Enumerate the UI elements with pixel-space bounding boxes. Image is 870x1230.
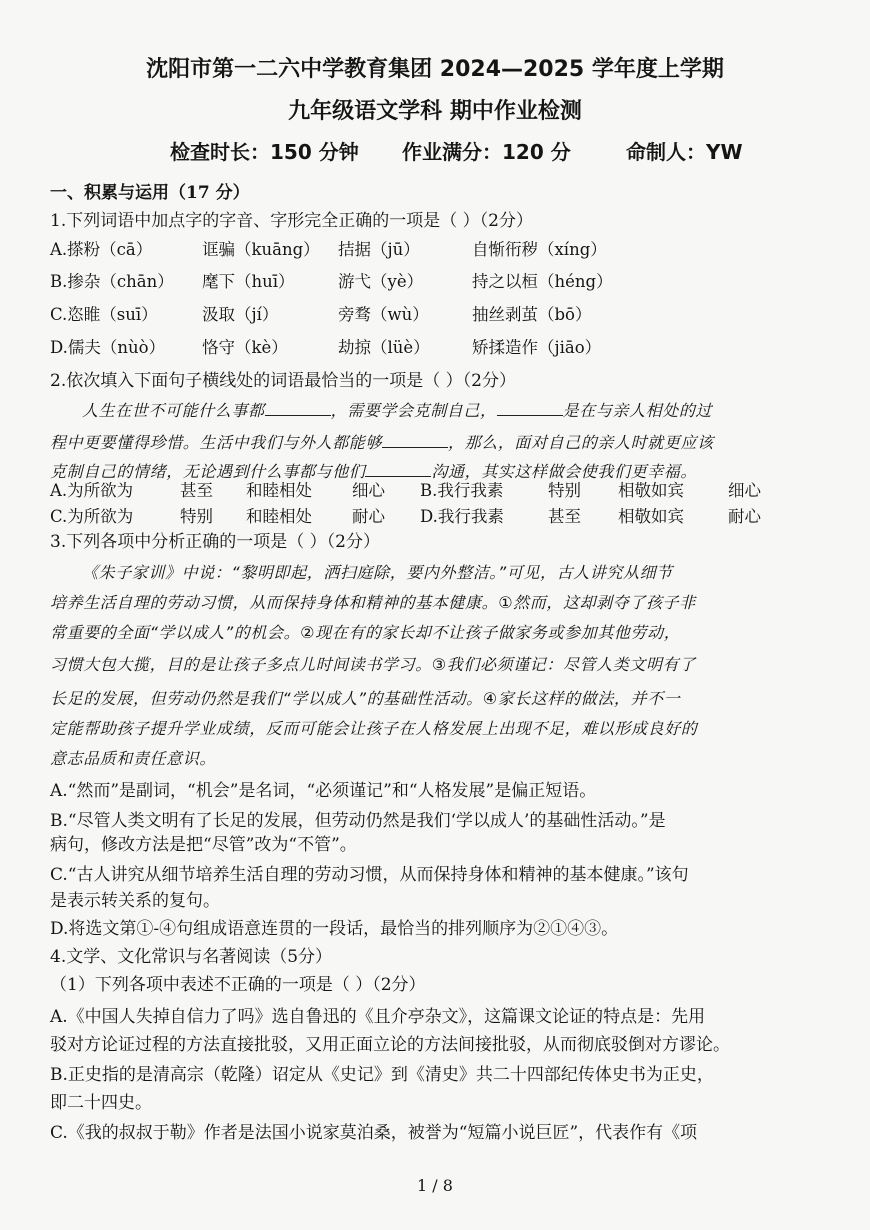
q1-option: A.搽粉（cā） (50, 240, 153, 259)
q4-option: 驳对方论证过程的方法直接批驳，又用正面立论的方法间接批驳，从而彻底驳倒对方谬论。 (50, 1035, 730, 1055)
q1-option: 游弋（yè） (338, 272, 424, 291)
q3-passage-line: 意志品质和责任意识。 (50, 749, 217, 768)
q2-option: 特别 (180, 507, 213, 526)
q1-option: 旁骛（wù） (338, 305, 429, 324)
q3-passage-line: 定能帮助孩子提升学业成绩，反而可能会让孩子在人格发展上出现不足，难以形成良好的 (50, 719, 698, 738)
q3-stem: 3.下列各项中分析正确的一项是（ ）（2分） (50, 532, 380, 552)
exam-subtitle: 九年级语文学科 期中作业检测 (288, 99, 582, 124)
q4-heading: 4.文学、文化常识与名著阅读（5分） (50, 947, 333, 967)
q4-option: 即二十四史。 (50, 1093, 152, 1113)
q2-option: A.为所欲为 (50, 481, 134, 500)
q1-stem: 1.下列词语中加点字的字音、字形完全正确的一项是（ ）（2分） (50, 211, 533, 231)
q2-option: 相敬如宾 (618, 507, 684, 526)
q3-option: C.“古人讲究从细节培养生活自理的劳动习惯，从而保持身体和精神的基本健康。”该句 (50, 865, 689, 885)
q1-option: 拮据（jū） (338, 240, 420, 259)
q2-option: 甚至 (180, 481, 213, 500)
q3-option: 病句，修改方法是把“尽管”改为“不管”。 (50, 835, 357, 855)
q1-option: D.儒夫（nùò） (50, 338, 166, 357)
q1-option: 自惭衎秽（xíng） (472, 240, 607, 259)
q2-option: 和睦相处 (246, 507, 312, 526)
q2-passage-line: 人生在世不可能什么事都 ，需要学会克制自己， 是在与亲人相处的过 (82, 401, 713, 420)
full-score: 作业满分：120 分 (402, 140, 571, 164)
q2-option: 耐心 (352, 507, 385, 526)
q4-option: B.正史指的是清高宗（乾隆）诏定从《史记》到《清史》共二十四部纪传体史书为正史， (50, 1065, 714, 1085)
q3-passage-line: 习惯大包大揽，目的是让孩子多点儿时间读书学习。③我们必须谨记：尽管人类文明有了 (50, 655, 696, 674)
q3-passage-line: 《朱子家训》中说：“黎明即起，洒扫庭除，要内外整洁。”可见，古人讲究从细节 (82, 563, 673, 582)
q1-option: 矫揉造作（jiāo） (472, 338, 602, 357)
q2-option: 细心 (352, 481, 385, 500)
q2-option: 细心 (728, 481, 761, 500)
q1-option: 恪守（kè） (202, 338, 288, 357)
q1-option: 汲取（jí） (202, 305, 279, 324)
q2-option: D.我行我素 (420, 507, 504, 526)
q2-option: 相敬如宾 (618, 481, 684, 500)
q1-option: C.恣睢（suī） (50, 305, 158, 324)
q2-option: 甚至 (548, 507, 581, 526)
exam-title: 沈阳市第一二六中学教育集团 2024—2025 学年度上学期 (146, 57, 724, 82)
q2-passage-line: 程中更要懂得珍惜。生活中我们与外人都能够 ，那么，面对自己的亲人时就更应该 (50, 433, 714, 452)
q2-option: C.为所欲为 (50, 507, 134, 526)
q1-option: 劫掠（lüè） (338, 338, 430, 357)
q1-option: 麾下（huī） (202, 272, 295, 291)
section-heading: 一、积累与运用（17 分） (50, 183, 250, 203)
duration: 检查时长：150 分钟 (170, 140, 359, 164)
q2-passage-line: 克制自己的情绪，无论遇到什么事都与他们 沟通，其实这样做会使我们更幸福。 (50, 462, 698, 481)
q3-option: A.“然而”是副词，“机会”是名词，“必须谨记”和“人格发展”是偏正短语。 (50, 781, 597, 801)
q3-option: B.“尽管人类文明有了长足的发展，但劳动仍然是我们‘学以成人’的基础性活动。”是 (50, 811, 666, 831)
q3-option: 是表示转关系的复句。 (50, 891, 220, 911)
q4-option: A.《中国人失掉自信力了吗》选自鲁迅的《且介亭杂文》，这篇课文论证的特点是：先用 (50, 1007, 706, 1027)
q4-option: C.《我的叔叔于勒》作者是法国小说家莫泊桑，被誉为“短篇小说巨匠”，代表作有《项 (50, 1123, 698, 1143)
page-number: 1 / 8 (417, 1176, 453, 1195)
q1-option: 持之以桓（héng） (472, 272, 613, 291)
q2-stem: 2.依次填入下面句子横线处的词语最恰当的一项是（ ）（2分） (50, 371, 516, 391)
q2-option: B.我行我素 (420, 481, 504, 500)
q1-option: 诓骗（kuāng） (202, 240, 320, 259)
q1-option: B.掺杂（chān） (50, 272, 174, 291)
q2-option: 和睦相处 (246, 481, 312, 500)
q3-option: D.将选文第①-④句组成语意连贯的一段话，最恰当的排列顺序为②①④③。 (50, 919, 619, 939)
q2-option: 耐心 (728, 507, 761, 526)
q3-passage-line: 常重要的全面“学以成人”的机会。②现在有的家长却不让孩子做家务或参加其他劳动， (50, 623, 681, 642)
q3-passage-line: 长足的发展，但劳动仍然是我们“学以成人”的基础性活动。④家长这样的做法，并不一 (50, 689, 681, 708)
q1-option: 抽丝剥茧（bō） (472, 305, 592, 324)
q4-sub-stem: （1）下列各项中表述不正确的一项是（ ）（2分） (50, 975, 426, 995)
q3-passage-line: 培养生活自理的劳动习惯，从而保持身体和精神的基本健康。①然而，这却剥夺了孩子非 (50, 593, 696, 612)
q2-option: 特别 (548, 481, 581, 500)
author: 命制人：YW (626, 140, 743, 164)
